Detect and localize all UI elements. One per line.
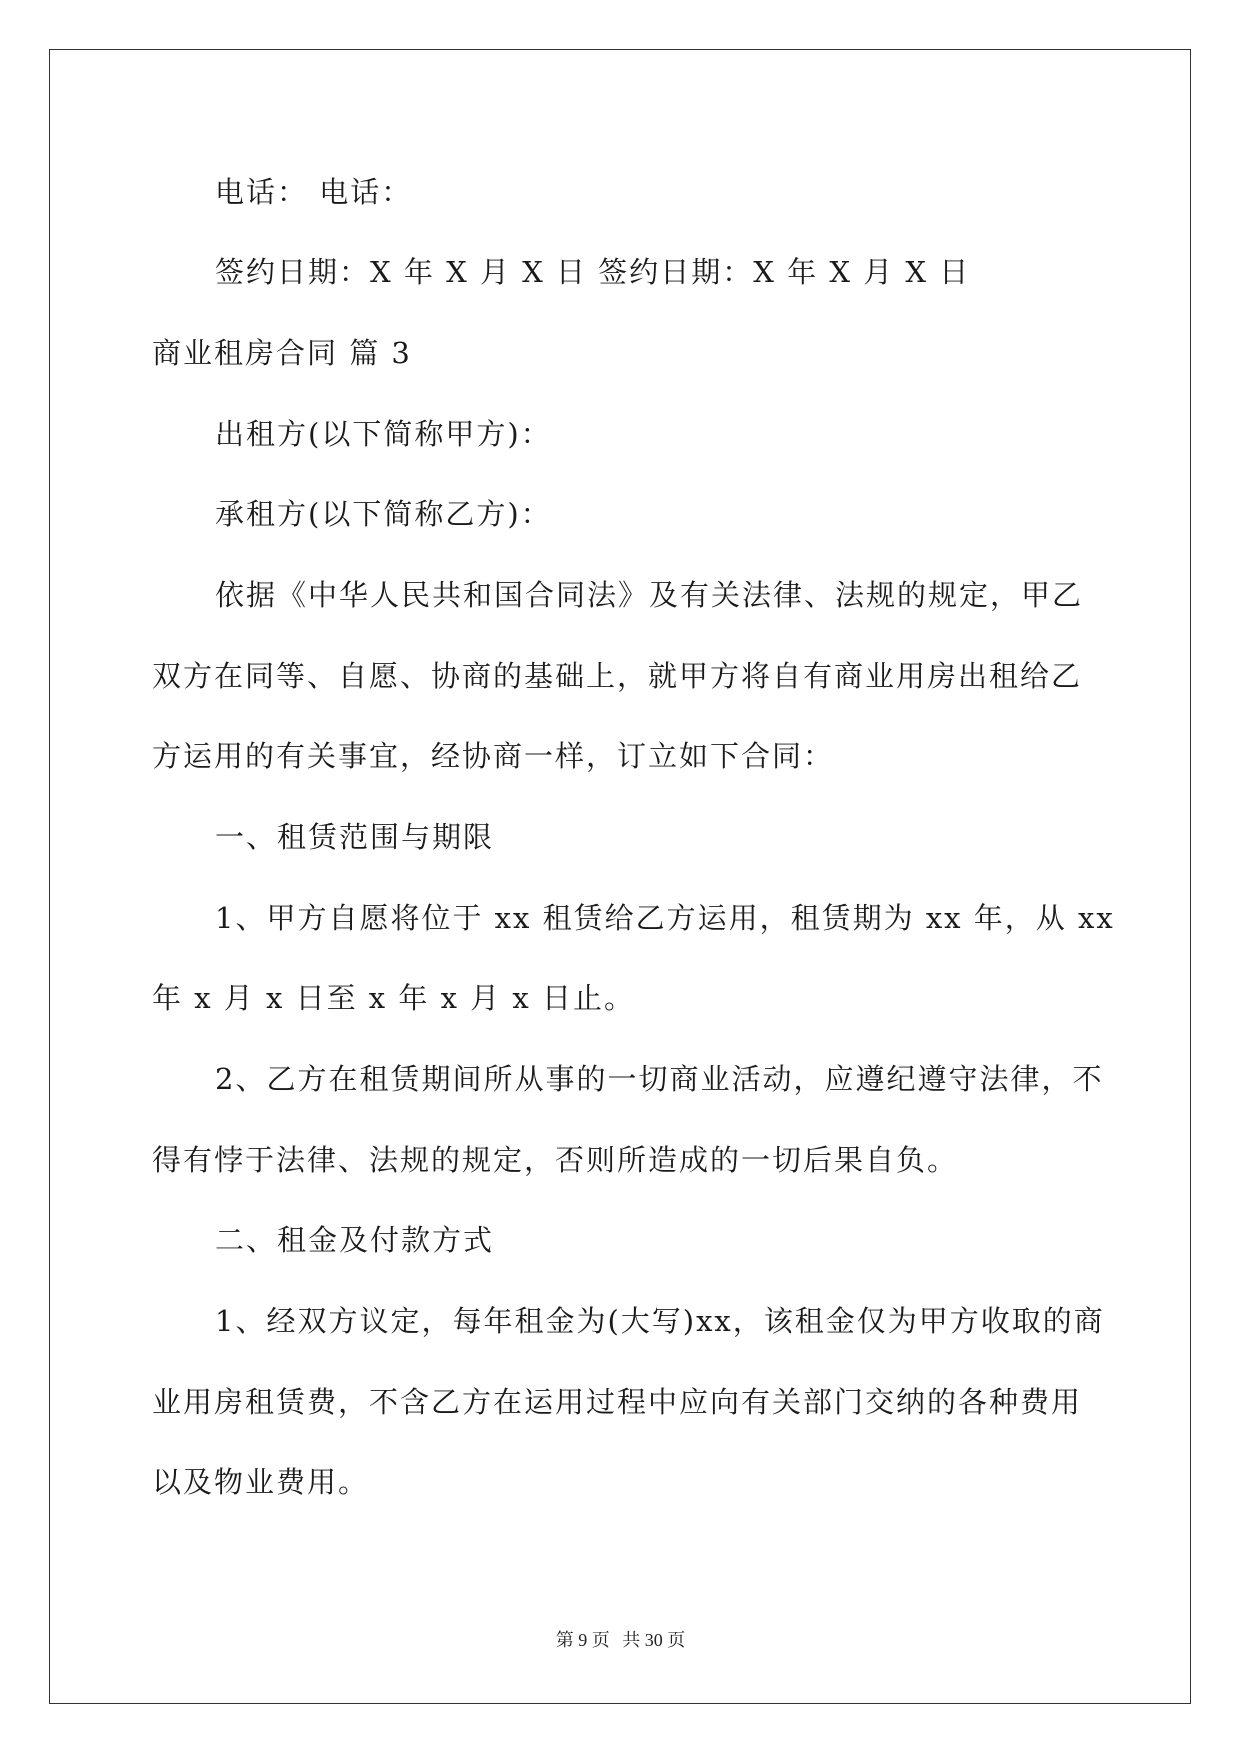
page-number: 第 9 页 [555, 1630, 610, 1650]
paragraph-line: 1、经双方议定，每年租金为(大写)xx，该租金仅为甲方收取的商 [215, 1304, 1105, 1338]
paragraph-line: 业用房租赁费，不含乙方在运用过程中应向有关部门交纳的各种费用 [152, 1385, 1083, 1419]
page-total: 共 30 页 [622, 1630, 686, 1650]
clause-heading: 一、租赁范围与期限 [215, 820, 495, 854]
page-footer [0, 1626, 1241, 1652]
page-border [49, 49, 1191, 1704]
phone-line: 电话： 电话： [215, 175, 413, 209]
paragraph-line: 以及物业费用。 [152, 1465, 370, 1499]
paragraph-line: 方运用的有关事宜，经协商一样，订立如下合同： [152, 739, 835, 773]
paragraph-line: 1、甲方自愿将位于 xx 租赁给乙方运用，租赁期为 xx 年，从 xx [215, 901, 1115, 935]
paragraph-line: 年 x 月 x 日至 x 年 x 月 x 日止。 [152, 981, 635, 1015]
lessor-line: 出租方(以下简称甲方)： [215, 417, 552, 451]
paragraph-line: 双方在同等、自愿、协商的基础上，就甲方将自有商业用房出租给乙 [152, 659, 1083, 693]
paragraph-line: 2、乙方在租赁期间所从事的一切商业活动，应遵纪遵守法律，不 [215, 1062, 1104, 1096]
paragraph-line: 依据《中华人民共和国合同法》及有关法律、法规的规定，甲乙 [215, 578, 1084, 612]
signing-date-line: 签约日期：X 年 X 月 X 日 签约日期：X 年 X 月 X 日 [215, 255, 971, 289]
paragraph-line: 得有悖于法律、法规的规定，否则所造成的一切后果自负。 [152, 1143, 959, 1177]
lessee-line: 承租方(以下简称乙方)： [215, 497, 552, 531]
clause-heading: 二、租金及付款方式 [215, 1223, 495, 1257]
section-heading: 商业租房合同 篇 3 [152, 336, 412, 370]
